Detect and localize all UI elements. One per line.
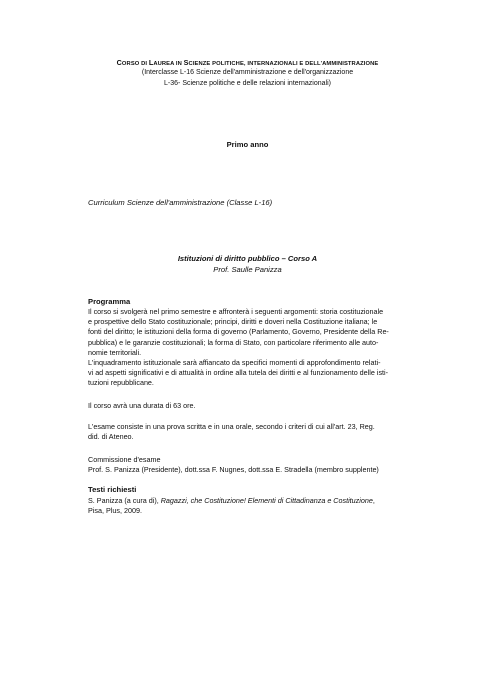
course-title: Istituzioni di diritto pubblico – Corso A [177,254,318,263]
programma-paragraph-1 [88,307,408,358]
curriculum-line: Curriculum Scienze dell'amministrazione (Classe L-16) [88,198,273,207]
reference-comma: , [372,496,375,505]
title-cap-c: C [116,58,122,67]
text-line: did. di Ateneo. [88,432,134,442]
programma-paragraph-2 [88,358,408,389]
text-line: Il corso si svolgerà nel primo semestre e affronterà i seguenti argomenti: storia costituzionale [88,307,384,316]
commissione-heading: Commissione d'esame [88,455,161,464]
reference-book-title: Ragazzi, che Costituzione! Elementi di Cittadinanza e Costituzione [160,496,373,505]
title-smallcaps-2: AUREA IN [153,61,184,67]
class-l36-line: L-36- Scienze politiche e delle relazioni internazionali) [164,80,331,87]
course-professor: Prof. Saulle Panizza [213,265,282,274]
exam-description [88,422,408,442]
title-smallcaps-1: ORSO DI [121,61,149,67]
title-smallcaps-3: CIENZE POLITICHE, INTERNAZIONALI E DELL'AMMINISTRAZIONE [188,61,379,67]
testi-heading: Testi richiesti [88,485,137,494]
text-line: nomie territoriali. [88,347,142,357]
title-cap-s: S [183,58,189,67]
text-line: L'inquadramento istituzionale sarà affiancato da specifici momenti di approfondimento relati- [88,358,381,367]
degree-course-title [0,58,495,67]
commissione-members: Prof. S. Panizza (Presidente), dott.ssa F. Nugnes, dott.ssa E. Stradella (membro supplente) [88,465,379,474]
text-line: e prospettive dello Stato costituzionale; principi, diritti e doveri nella Costituzione italiana; le [88,317,378,327]
text-line: L'esame consiste in una prova scritta e in una orale, secondo i criteri di cui all'art. 23, Reg. [88,422,375,431]
text-line: tuzioni repubblicane. [88,378,154,388]
programma-heading: Programma [88,297,131,306]
course-duration: Il corso avrà una durata di 63 ore. [88,401,196,410]
year-heading: Primo anno [226,140,269,149]
title-cap-l: L [148,58,154,67]
reference-editor: S. Panizza (a cura di), [88,496,161,505]
text-line: vi ad aspetti significativi e di attualità in ordine alla tutela dei diritti e al funzionamento delle isti- [88,368,389,378]
testi-reference-line-2: Pisa, Plus, 2009. [88,506,142,515]
testi-reference-line-1 [88,496,375,506]
text-line: fonti del diritto; le istituzioni della forma di governo (Parlamento, Governo, Presidente della Re- [88,327,389,337]
text-line: pubblica) e le garanzie costituzionali; la forma di Stato, con particolare riferimento alle auto- [88,337,379,347]
interclass-line: (Interclasse L-16 Scienze dell'amministrazione e dell'organizzazione [141,69,354,76]
